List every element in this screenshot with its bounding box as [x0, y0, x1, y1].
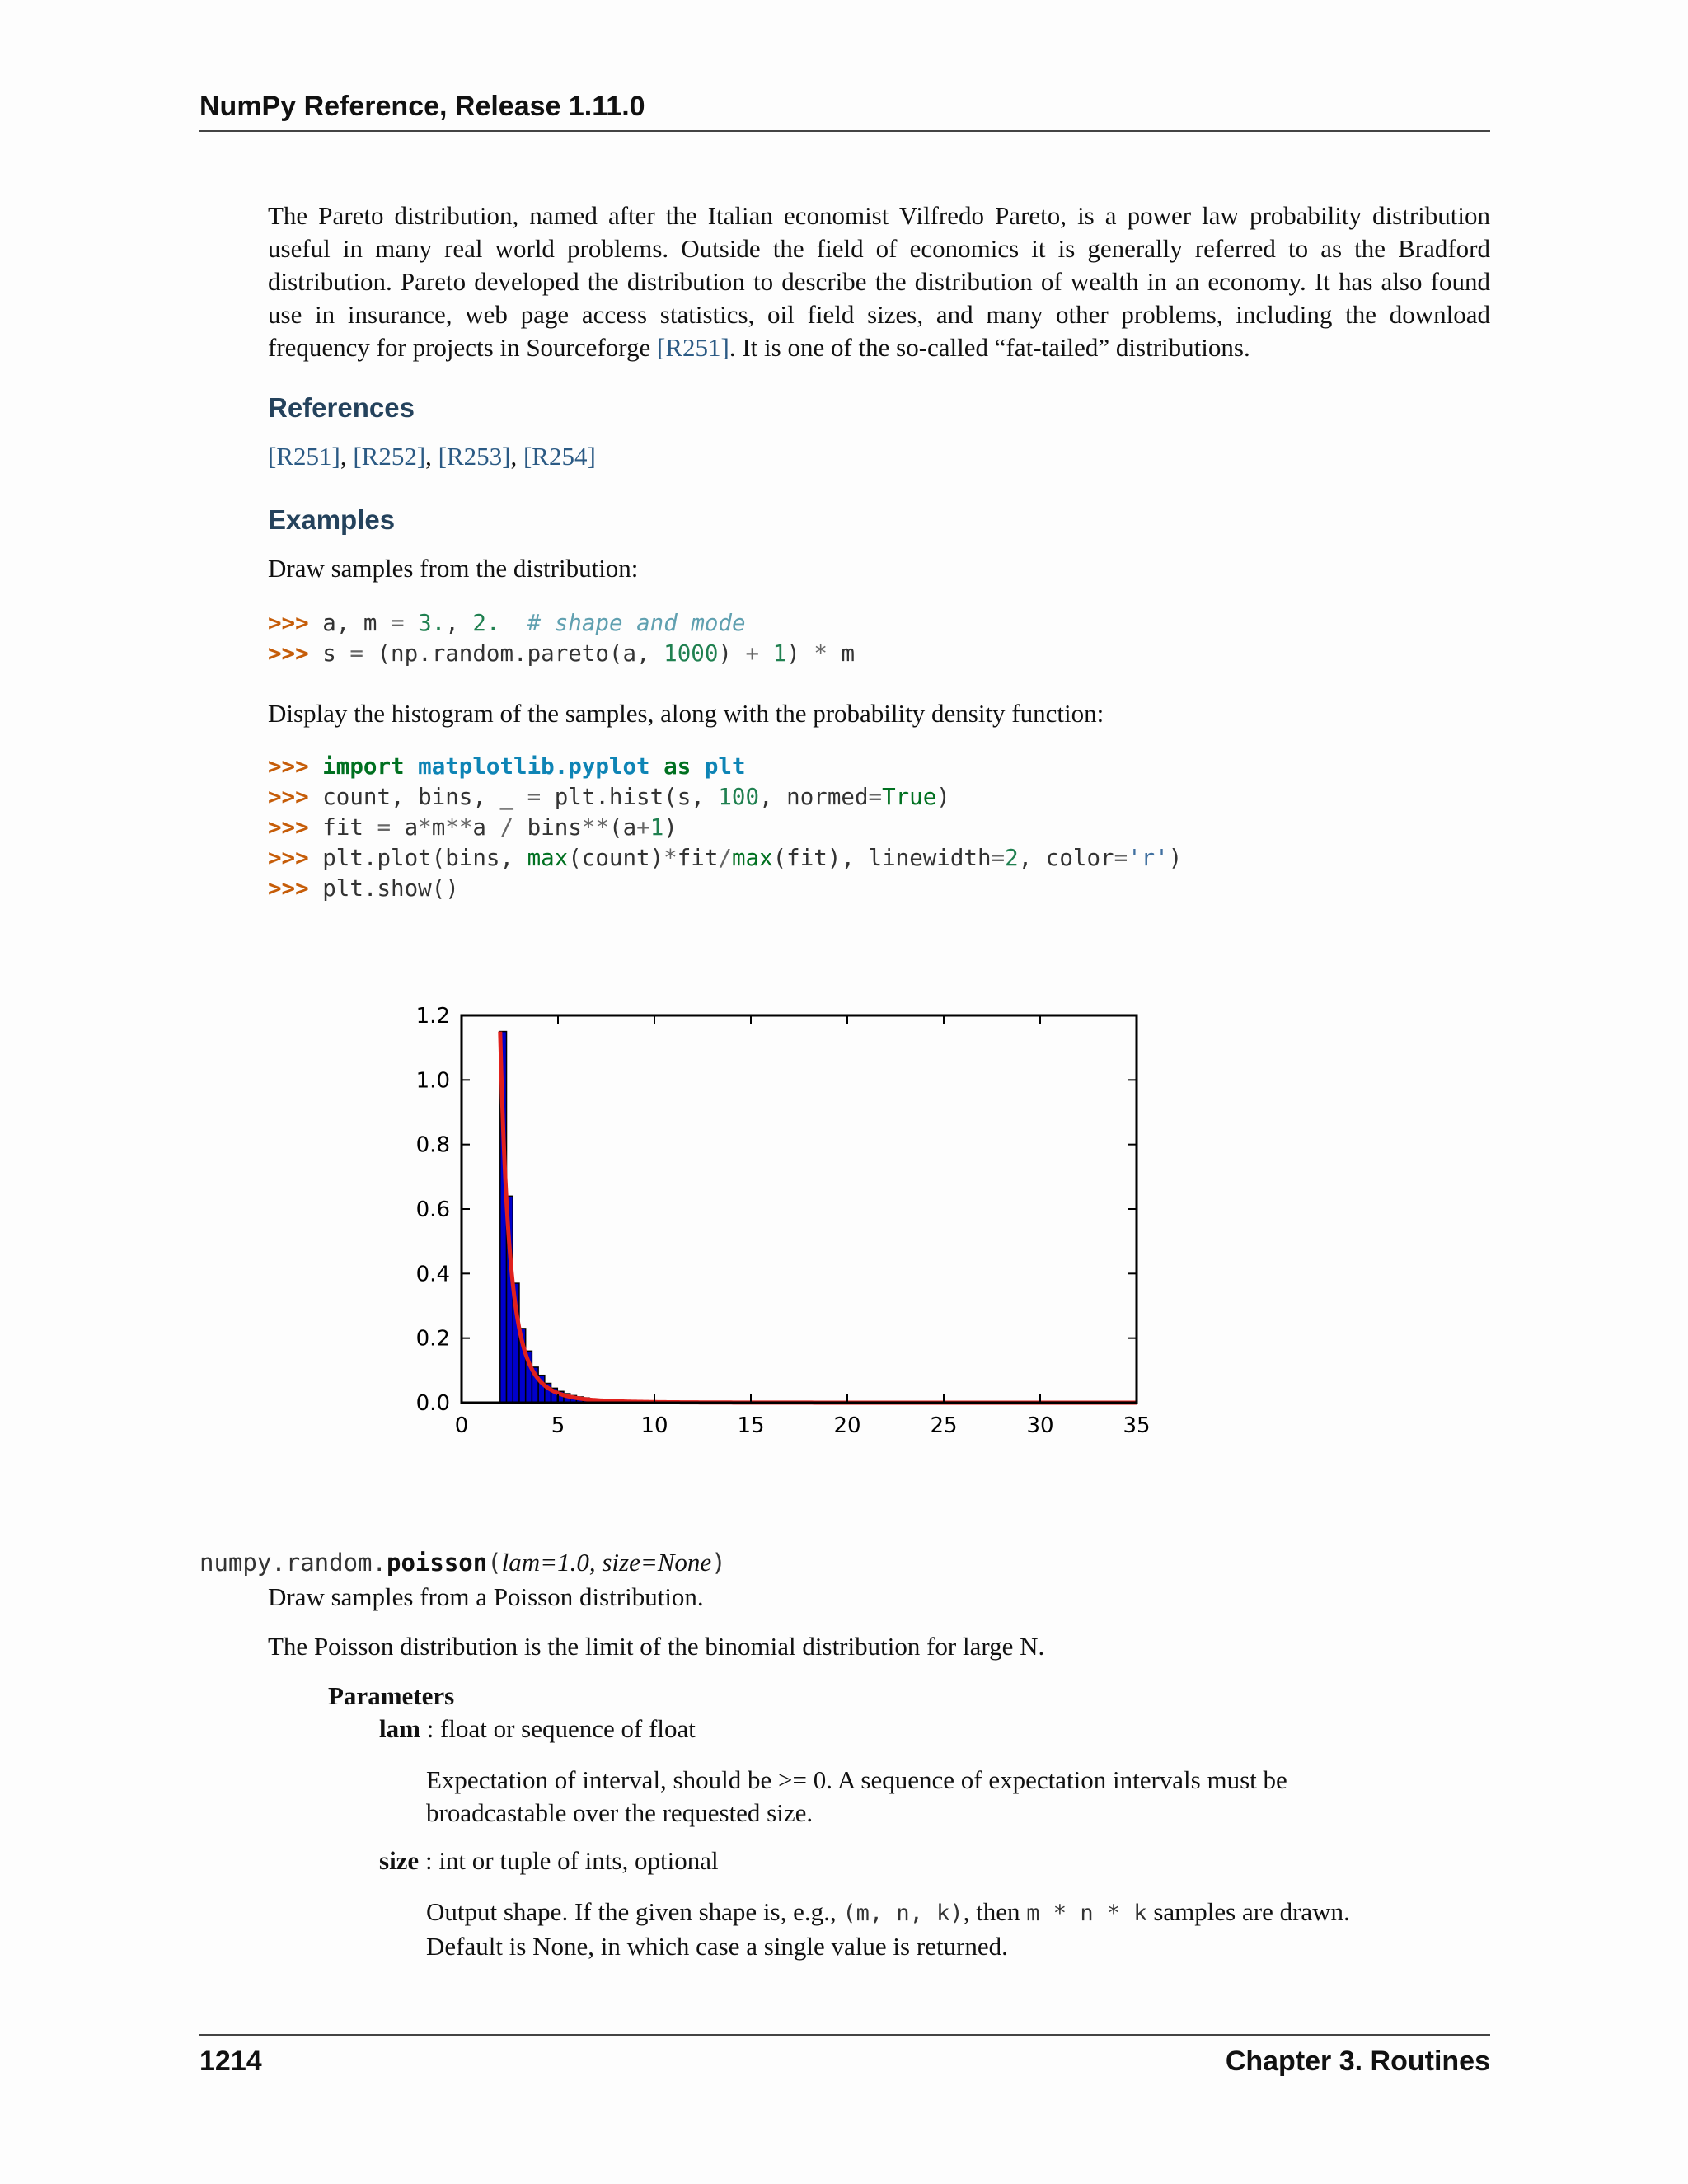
intro-paragraph	[268, 199, 1490, 364]
examples-heading: Examples	[268, 504, 396, 535]
pareto-histogram-chart	[379, 989, 1170, 1451]
function-summary: Draw samples from a Poisson distribution.	[268, 1582, 704, 1611]
param-size-description: Output shape. If the given shape is, e.g., (m, n, k), then m * n * k samples are drawn. Default is None, in which case a single value is returned.	[426, 1897, 1350, 1961]
page-number: 1214	[199, 2046, 262, 2077]
reference-link[interactable]: [R253]	[438, 442, 511, 471]
reference-link[interactable]: [R252]	[353, 442, 426, 471]
pdf-curve	[500, 1032, 1137, 1403]
y-tick-label: 0.4	[415, 1262, 450, 1287]
param-lam-name: lam	[379, 1714, 420, 1743]
param-size-type: : int or tuple of ints, optional	[419, 1846, 719, 1875]
param-lam-type: : float or sequence of float	[420, 1714, 696, 1743]
x-tick-label: 35	[1123, 1413, 1151, 1438]
inline-code: (m, n, k)	[842, 1900, 964, 1926]
param-lam-description: Expectation of interval, should be >= 0. A sequence of expectation intervals must be broadcastable over the requested size.	[426, 1765, 1287, 1827]
intro-text: The Pareto distribution, named after the Italian economist Vilfredo Pareto, is a power law probability distribution useful in many real world problems. Outside the field of economics it is generally referred to as the Bradford distribution. Pareto developed the distribution to describe the distribution of wealth in an economy. It has also found use in insurance, web page access statistics, oil field sizes, and many other problems, including the download frequency for projects in Sourceforge	[268, 201, 1490, 362]
plot-frame	[462, 1015, 1137, 1403]
examples-intro-text: Draw samples from the distribution:	[268, 554, 639, 583]
signature-close-paren: )	[711, 1549, 726, 1577]
x-tick-label: 25	[930, 1413, 958, 1438]
x-tick-label: 0	[454, 1413, 469, 1438]
param-size-name: size	[379, 1846, 420, 1875]
function-description: The Poisson distribution is the limit of the binomial distribution for large N.	[268, 1632, 1045, 1661]
param-size	[379, 1846, 719, 1876]
x-tick-label: 5	[551, 1413, 565, 1438]
function-params: lam=1.0, size=None	[501, 1548, 712, 1577]
y-tick-label: 1.2	[415, 1004, 450, 1029]
function-signature	[199, 1548, 726, 1577]
y-tick-label: 1.0	[415, 1068, 450, 1094]
y-tick-label: 0.2	[415, 1326, 450, 1352]
signature-open-paren: (	[487, 1549, 502, 1577]
parameters-label: Parameters	[328, 1681, 455, 1710]
header-divider	[199, 130, 1490, 132]
reference-link[interactable]: [R254]	[523, 442, 596, 471]
page-header-title: NumPy Reference, Release 1.11.0	[199, 91, 645, 122]
references-list: [R251], [R252], [R253], [R254]	[268, 442, 596, 471]
param-lam	[379, 1714, 696, 1744]
code-block-sampling: >>> a, m = 3., 2. # shape and mode >>> s = (np.random.pareto(a, 1000) + 1) * m	[268, 610, 856, 667]
footer-divider	[199, 2034, 1490, 2036]
reference-link[interactable]: [R251]	[268, 442, 340, 471]
inline-code: m * n * k	[1026, 1900, 1147, 1926]
histogram-intro-text: Display the histogram of the samples, along with the probability density function:	[268, 699, 1104, 728]
y-tick-label: 0.0	[415, 1391, 450, 1416]
function-module: numpy.random.	[199, 1549, 387, 1577]
function-name: poisson	[386, 1549, 488, 1577]
x-tick-label: 15	[737, 1413, 765, 1438]
x-tick-label: 20	[833, 1413, 861, 1438]
reference-link-r251[interactable]: [R251]	[657, 333, 729, 362]
chapter-title: Chapter 3. Routines	[1225, 2046, 1490, 2077]
y-tick-label: 0.6	[415, 1197, 450, 1222]
y-tick-label: 0.8	[415, 1132, 450, 1158]
code-block-plotting: >>> import matplotlib.pyplot as plt >>> count, bins, _ = plt.hist(s, 100, normed=True) >>> fit = a*m**a / bins**(a+1) >>> plt.plot(bins, max(count)*fit/max(fit), linewidth=2, color='r') >>> plt.show()	[268, 753, 1183, 902]
x-tick-label: 10	[640, 1413, 668, 1438]
references-heading: References	[268, 392, 415, 423]
x-tick-label: 30	[1026, 1413, 1054, 1438]
intro-text-end: . It is one of the so-called “fat-tailed” distributions.	[729, 333, 1250, 362]
